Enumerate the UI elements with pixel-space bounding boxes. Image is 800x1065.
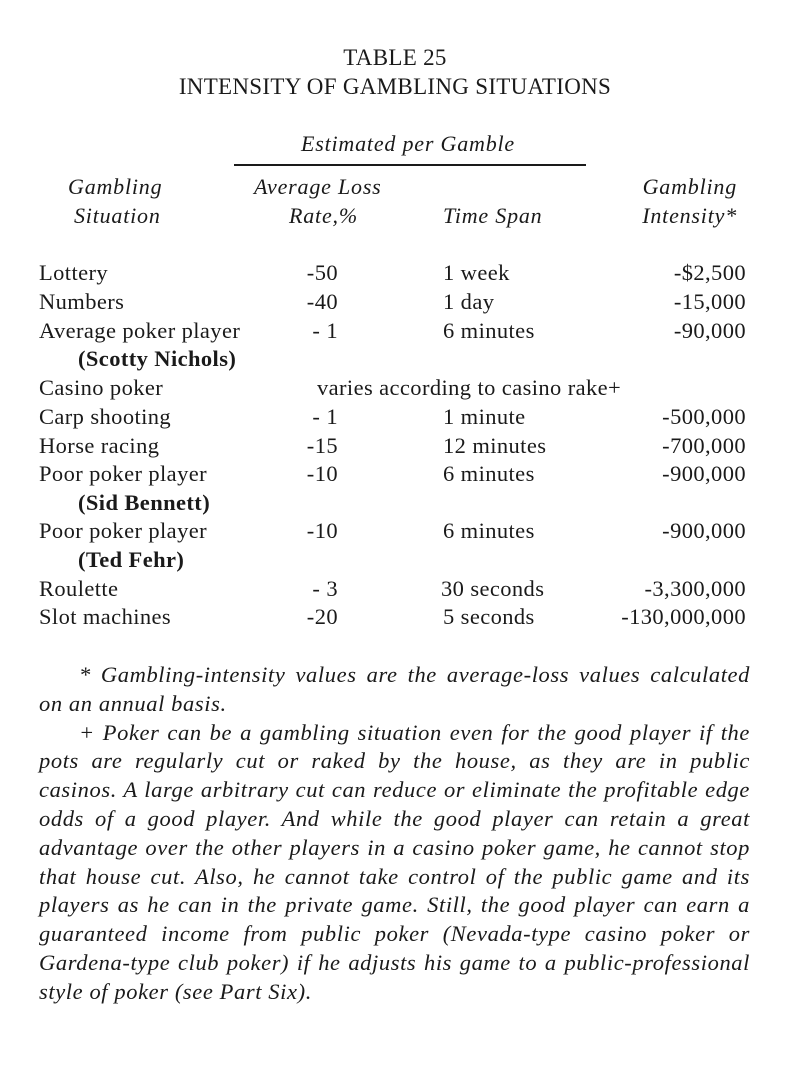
cell-intensity: -90,000 <box>673 318 746 343</box>
cell-player-name: (Sid Bennett) <box>78 490 211 515</box>
col-header-intensity-2: Intensity* <box>642 203 737 228</box>
cell-intensity: -15,000 <box>673 289 746 314</box>
cell-loss-rate: -50 <box>306 260 338 285</box>
col-header-intensity-1: Gambling <box>642 174 737 199</box>
group-header-rule <box>234 164 586 166</box>
cell-loss-rate: -15 <box>306 433 338 458</box>
cell-situation: Poor poker player <box>39 518 208 543</box>
cell-player-name: (Scotty Nichols) <box>78 346 237 371</box>
cell-time-span: 12 minutes <box>443 433 547 458</box>
col-header-loss-rate-2: Rate,% <box>289 203 358 228</box>
cell-time-span: 6 minutes <box>443 461 535 486</box>
cell-intensity: -900,000 <box>662 518 746 543</box>
cell-loss-rate: -10 <box>306 461 338 486</box>
table-title: INTENSITY OF GAMBLING SITUATIONS <box>178 74 612 99</box>
cell-time-span: 1 day <box>443 289 495 314</box>
cell-situation: Average poker player <box>39 318 241 343</box>
cell-situation: Poor poker player <box>39 461 208 486</box>
cell-loss-rate: - 3 <box>312 576 338 601</box>
cell-intensity: -130,000,000 <box>621 604 746 629</box>
cell-time-span: 1 week <box>443 260 510 285</box>
cell-intensity: -$2,500 <box>673 260 746 285</box>
cell-note: varies according to casino rake+ <box>317 375 622 400</box>
col-header-situation-1: Gambling <box>68 174 163 199</box>
cell-situation: Carp shooting <box>39 404 172 429</box>
cell-situation: Lottery <box>39 260 109 285</box>
cell-intensity: -3,300,000 <box>644 576 746 601</box>
cell-situation: Numbers <box>39 289 125 314</box>
group-header: Estimated per Gamble <box>301 131 515 156</box>
footnote-plus: + Poker can be a gambling situation even for the good player if the pots are regularly cut or raked by the house, as they are in public casinos. A large arbitrary cut can reduce or eliminate the profitable edge odds of a good player. And while the good player can retain a great advantage over the other players in a casino poker game, he cannot stop that house cut. Also, he cannot take control of the public game and its players as he can in the private game. Still, the good player can earn a guaranteed income from public poker (Nevada-type casino poker or Gardena-type club poker) if he adjusts his game to a public-professional style of poker (see Part Six). <box>39 719 750 1004</box>
cell-situation: Casino poker <box>39 375 164 400</box>
cell-loss-rate: - 1 <box>312 404 338 429</box>
cell-intensity: -700,000 <box>662 433 746 458</box>
cell-time-span: 6 minutes <box>443 518 535 543</box>
table-number: TABLE 25 <box>343 45 447 70</box>
cell-loss-rate: -10 <box>306 518 338 543</box>
cell-time-span: 30 seconds <box>441 576 545 601</box>
cell-intensity: -500,000 <box>662 404 746 429</box>
cell-situation: Horse racing <box>39 433 160 458</box>
cell-time-span: 5 seconds <box>443 604 535 629</box>
cell-intensity: -900,000 <box>662 461 746 486</box>
footnotes <box>39 661 750 1007</box>
col-header-loss-rate-1: Average Loss <box>254 174 382 199</box>
cell-loss-rate: - 1 <box>312 318 338 343</box>
cell-player-name: (Ted Fehr) <box>78 547 185 572</box>
cell-situation: Roulette <box>39 576 119 601</box>
cell-loss-rate: -40 <box>306 289 338 314</box>
cell-time-span: 1 minute <box>443 404 526 429</box>
footnote-asterisk: * Gambling-intensity values are the average-loss values calculated on an annual basis. <box>39 662 750 716</box>
cell-time-span: 6 minutes <box>443 318 535 343</box>
cell-loss-rate: -20 <box>306 604 338 629</box>
col-header-time-span: Time Span <box>443 203 543 228</box>
cell-situation: Slot machines <box>39 604 172 629</box>
col-header-situation-2: Situation <box>74 203 161 228</box>
